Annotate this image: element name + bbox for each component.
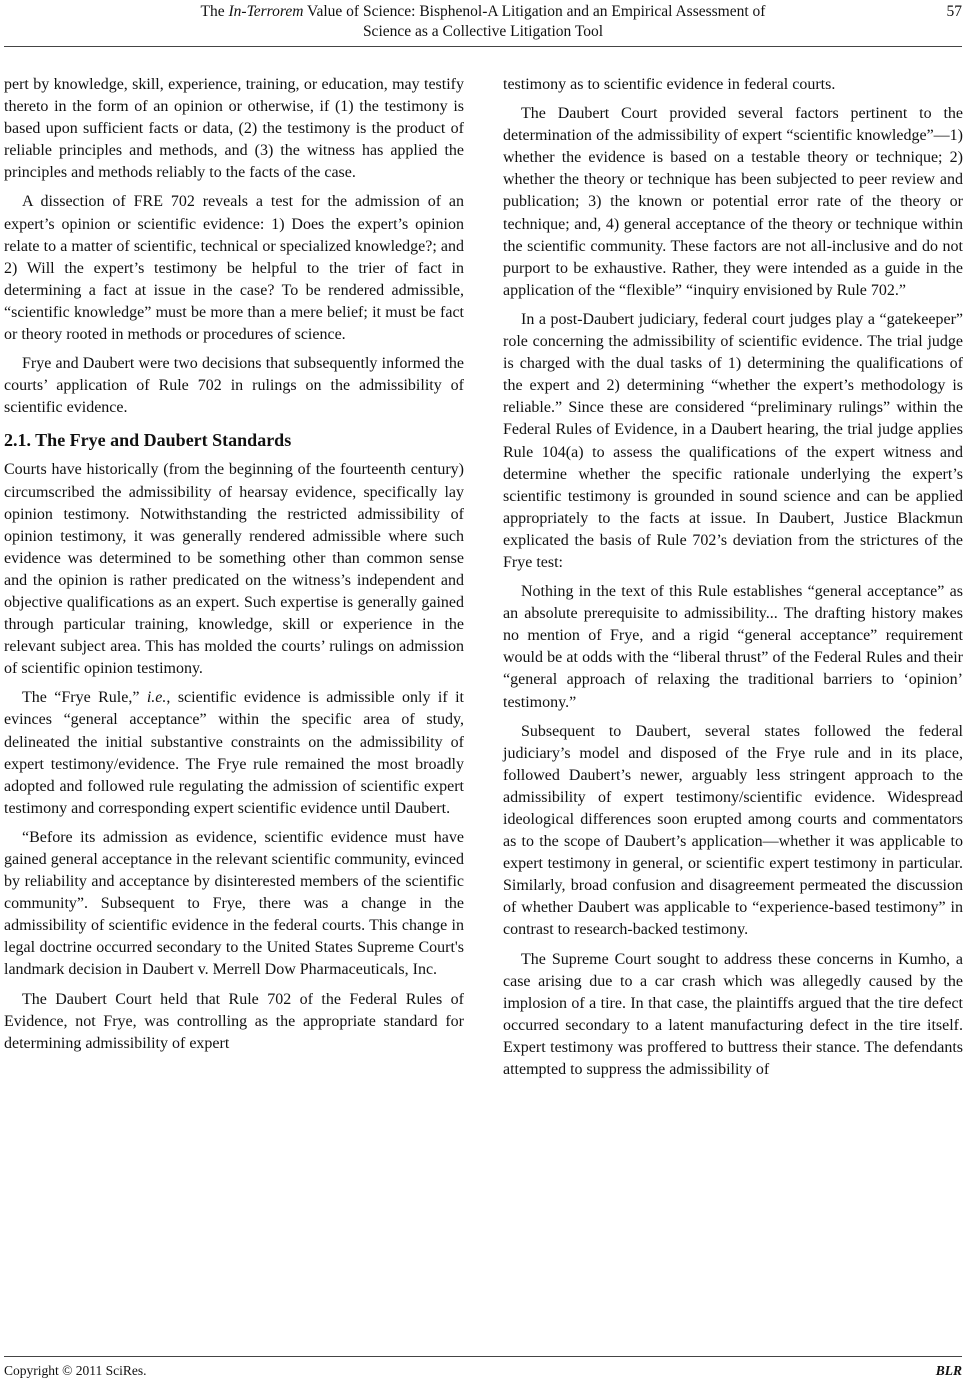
copyright-notice: Copyright © 2011 SciRes. — [4, 1363, 147, 1378]
paragraph: The Daubert Court provided several factors pertinent to the determination of the admissibility of expert “scientific knowledge”—1) whether the evidence is based on a testable theory or technique; 2) whether the theory or technique has been subjected to peer review and publication; 3) the known or potential error rate of the theory or technique; and, 4) general acceptance of the theory or technique within the scientific community. These factors are not all-inclusive and do not purport to be exhaustive. Rather, they were intended as a guide in the application of the “flexible” “inquiry envisioned by Rule 702.” — [503, 105, 963, 299]
paragraph: The Supreme Court sought to address these concerns in Kumho, a case arising due to a car crash which was allegedly caused by the implosion of a tire. In that case, the plaintiffs argued that the tire defect occurred secondary to a latent manufacturing defect in the tire itself. Expert testimony was proffered to buttress their stance. The defendants attempted to suppress the admissibility of — [503, 950, 963, 1079]
right-column — [503, 74, 963, 1088]
section-heading: 2.1. The Frye and Daubert Standards — [4, 430, 292, 451]
header-rule — [4, 46, 962, 47]
paragraph: The Daubert Court held that Rule 702 of the Federal Rules of Evidence, not Frye, was controlling as the appropriate standard for determining admissibility of expert — [4, 990, 464, 1052]
left-column — [4, 74, 464, 1062]
running-header — [0, 2, 966, 42]
paragraph: testimony as to scientific evidence in federal courts. — [503, 76, 836, 93]
block-quote: Nothing in the text of this Rule establishes “general acceptance” as an absolute prerequisite to admissibility... The drafting history makes no mention of Frye, and a rigid “general acceptance” requirement would be at odds with the “liberal thrust” of the Federal Rules and their “general approach of relaxing the traditional barriers to ‘opinion’ testimony.” — [503, 583, 963, 711]
paragraph: pert by knowledge, skill, experience, training, or education, may testify thereto in the form of an opinion or otherwise, if (1) the testimony is based upon sufficient facts or data, (2) the testimony is the product of reliable principles and methods, and (3) the witness has applied the principles and methods reliably to the facts of the case. — [4, 76, 464, 182]
paragraph: The “Frye Rule,” i.e., scientific evidence is admissible only if it evinces “general acceptance” within the specific area of study, delineated the initial substantive constraints on the admissibility of expert testimony/evidence. The Frye rule remained the most broadly adopted and followed rule regulating the admission of scientific expert testimony and corresponding expert scientific evidence until Daubert. — [4, 689, 464, 817]
paragraph: In a post-Daubert judiciary, federal court judges play a “gatekeeper” role concerning the admissibility of scientific evidence. The trial judge is charged with the dual tasks of 1) determining the qualifications of the expert and 2) determining “whether the expert’s methodology is reliable.” Since these are considered “preliminary rulings” within the Federal Rules of Evidence, in a Daubert hearing, the trial judge applies Rule 104(a) to assess the qualifications of the expert witness and determine whether the specific rationale underlying the expert’s scientific testimony is grounded in sound science and can be applied appropriately to the facts at issue. In Daubert, Justice Blackmun explicated the basis of Rule 702’s deviation from the strictures of the Frye test: — [503, 310, 963, 571]
paragraph: Subsequent to Daubert, several states followed the federal judiciary’s model and disposed of the Frye rule and in its place, followed Daubert’s newer, arguably less stringent approach to the admissibility of expert testimony/scientific evidence. Widespread ideological differences soon erupted among courts and commentators as to the scope of Daubert’s application—whether it was applicable to expert testimony in general, or scientific expert testimony in particular. Similarly, broad confusion and disagreement permeated the discussion of whether Daubert was applicable to “experience-based testimony” in contrast to research-backed testimony. — [503, 722, 963, 939]
running-title-line-1: The In-Terrorem Value of Science: Bisphenol-A Litigation and an Empirical Assessment of — [200, 3, 766, 20]
journal-abbreviation: BLR — [935, 1363, 962, 1378]
running-title-line-2: Science as a Collective Litigation Tool — [362, 23, 604, 40]
running-title-italic: In-Terrorem — [228, 3, 304, 20]
paragraph: Frye and Daubert were two decisions that subsequently informed the courts’ application of Rule 702 in rulings on the admissibility of scientific evidence. — [4, 355, 464, 417]
footer-rule — [4, 1356, 962, 1357]
paragraph: A dissection of FRE 702 reveals a test for the admission of an expert’s opinion or scientific evidence: 1) Does the expert’s opinion relate to a matter of scientific, technical or specialized knowledge?; and 2) Will the expert’s testimony be helpful to the trier of fact in determining a fact at issue in the case? To be rendered admissible, “scientific knowledge” must be more than a mere belief; it must be fact or theory rooted in methods or procedures of science. — [4, 193, 464, 344]
paragraph: Courts have historically (from the beginning of the fourteenth century) circumscribed the admissibility of hearsay evidence, specifically lay opinion testimony. Notwithstanding the restricted admissibility of opinion testimony, it was generally rendered admissible where such evidence was determined to be something other than common sense and the opinion is rather predicated on the witness’s independent and objective qualifications as an expert. Such expertise is generally gained through particular training, knowledge, skill or experience in the relevant subject area. This has molded the courts’ rulings on admission of scientific opinion testimony. — [4, 461, 464, 678]
page-number: 57 — [946, 3, 962, 20]
paragraph: “Before its admission as evidence, scientific evidence must have gained general acceptance in the relevant scientific community, evinced by reliability and acceptance by disinterested members of the scientific community”. Subsequent to Frye, there was a change in the admissibility of scientific evidence in the federal courts. This change in legal doctrine occurred secondary to the United States Supreme Court's landmark decision in Daubert v. Merrell Dow Pharmaceuticals, Inc. — [4, 828, 464, 979]
